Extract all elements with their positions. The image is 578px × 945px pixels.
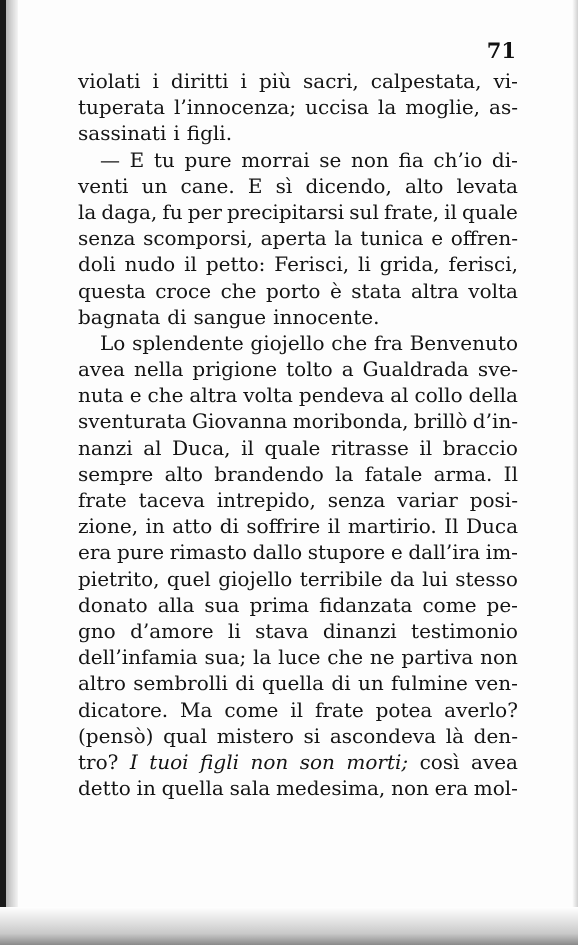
text-line [78,435,518,461]
word: il [444,199,457,224]
word: posi- [469,488,518,512]
text-line [78,147,518,173]
word: ne [369,645,395,670]
word: bagnata [78,304,161,329]
word: moribonda, [292,409,409,434]
word: grida, [379,252,440,277]
word: luce [278,645,321,670]
word: prigione [192,357,278,382]
word: taceva [138,488,205,512]
word: alto [164,461,203,486]
word: che [220,278,257,303]
word: sua; [204,645,247,670]
word: doli [78,252,116,277]
word: nudo [124,252,176,277]
word: frate, [383,199,440,224]
word: scomporsi, [143,226,253,251]
word: più [258,69,292,93]
word: sua [204,592,240,617]
word: il [419,435,433,460]
word: fu [162,199,183,224]
word: i [240,69,247,93]
word: — [100,147,120,172]
text-line [78,749,518,775]
word: collo [414,383,463,408]
word: figli [200,749,239,774]
word: l’innocenza; [174,95,297,120]
text-line [78,539,518,565]
word: sangue [193,304,267,329]
word: aperta [260,226,327,251]
word: ch’io [433,147,483,172]
word: ven- [475,671,518,696]
text-line [78,670,518,696]
word: dell’infamia [78,645,198,670]
word: a [341,357,354,382]
word: morti; [346,749,409,774]
word: altra [410,278,459,303]
word: averlo? [444,697,518,722]
word: splendente [132,330,244,355]
text-line [78,304,518,330]
text-line [78,644,518,670]
word: di- [491,147,518,172]
word: Il [503,461,518,486]
word: è [329,278,342,303]
word: sventurata [78,409,187,434]
word: qual [163,723,208,748]
word: si [303,723,321,748]
word: Duca, [172,435,231,460]
text-line [78,461,518,487]
word: pure [184,147,232,172]
word: sassinati [78,121,167,146]
word: sì [275,173,293,198]
word: tro? [78,749,119,774]
word: altro [78,671,126,696]
word: quella [261,671,325,696]
word: tunica [360,226,424,251]
word: la [334,226,353,251]
word: dinanzi [322,618,397,643]
word: quella [161,776,224,801]
word: al [390,383,409,408]
word: volta [468,278,518,303]
word: avea [470,749,518,774]
word: terribile [299,566,383,591]
word: sacri, [303,69,359,93]
text-line [78,68,518,94]
word: la [377,95,397,120]
word: che [331,330,368,355]
word: così [419,749,460,774]
word: lui [422,566,448,591]
word: della [468,383,518,408]
word: stesso [455,566,518,591]
page-bottom-edge [0,907,578,945]
text-line [78,330,518,356]
word: era [434,776,468,801]
word: son [299,749,335,774]
text-line [78,618,518,644]
word: innocente. [273,304,380,329]
word: là [445,723,465,748]
word: stava [255,618,309,643]
word: e [390,540,403,565]
word: un [141,173,168,198]
body-text [78,68,518,801]
word: quale [264,435,321,460]
word: donato [78,592,148,617]
text-line [78,225,518,251]
word: Lo [100,330,126,355]
word: testimonio [411,618,518,643]
word: Ferisci, [274,252,350,277]
word: medesima, [275,776,386,801]
word: petto: [205,252,266,277]
word: d’in- [472,409,518,434]
word: rimasto [169,540,247,565]
word: zione, [78,514,139,539]
word: sul [349,199,379,224]
word: ascondeva [329,723,437,748]
text-line [78,487,518,513]
word: senza [327,488,386,512]
word: tuoi [149,749,189,774]
word: di [219,514,239,539]
text-line [78,723,518,749]
text-line [78,94,518,120]
word: (pensò) [78,723,154,748]
word: quel [166,566,211,591]
word: cane. [180,173,235,198]
word: soffrire [246,514,321,539]
word: morrai [241,147,310,172]
word: braccio [442,435,518,460]
word: diritti [170,69,229,93]
word: I [129,749,138,774]
word: e [129,383,142,408]
word: dicendo, [305,173,392,198]
word: di [167,304,187,329]
text-line [78,251,518,277]
word: mol- [473,776,518,801]
word: variar [397,488,458,512]
word: Gualdrada [362,357,469,382]
word: levata [456,173,518,198]
word: porto [265,278,321,303]
word: di [331,671,351,696]
text-line [78,408,518,434]
word: daga, [101,199,158,224]
word: vi- [493,69,518,93]
text-line [78,697,518,723]
word: Ma [180,697,213,722]
word: croce [155,278,212,303]
word: alla [157,592,195,617]
text-line [78,775,518,801]
word: dicatore. [78,697,169,722]
word: la [335,461,354,486]
word: alto [404,173,444,198]
word: offren- [450,226,518,251]
word: quale [462,199,518,224]
word: nella [133,357,184,382]
word: che [327,645,364,670]
text-line [78,566,518,592]
word: as- [489,95,518,120]
text-line [78,513,518,539]
word: Benvenuto [409,330,518,355]
word: arma. [433,461,493,486]
word: sve- [477,357,518,382]
word: brillò [413,409,468,434]
word: pendeva [298,383,385,408]
page-number: 71 [486,38,516,63]
word: ferisci, [448,252,518,277]
word: non [351,147,389,172]
word: partiva [401,645,474,670]
word: non [250,749,289,774]
word: da [389,566,415,591]
word: e [431,226,444,251]
text-line [78,120,518,146]
text-line [78,356,518,382]
word: d’amore [130,618,214,643]
word: giojello [250,330,325,355]
word: Il [444,514,459,539]
word: il [290,697,304,722]
word: senza [78,226,136,251]
word: intrepido, [216,488,316,512]
word: ritrasse [330,435,409,460]
word: pure [116,540,165,565]
word: precipitarsi [227,199,345,224]
word: tuperata [78,95,166,120]
word: Duca [465,514,518,539]
word: come [224,697,279,722]
word: figli. [186,121,233,146]
word: uccisa [305,95,369,120]
word: potea [375,697,433,722]
page-gutter-shadow [6,0,18,945]
word: mistero [216,723,294,748]
word: questa [78,278,146,303]
word: volta [243,383,293,408]
word: per [187,199,222,224]
word: li [358,252,371,277]
word: prima [249,592,310,617]
word: fra [373,330,403,355]
word: sempre [78,461,154,486]
word: tolto [286,357,333,382]
word: venti [78,173,129,198]
word: E [247,173,263,198]
word: calpestata, [370,69,482,93]
word: in [145,514,165,539]
word: atto [172,514,213,539]
text-line [78,173,518,199]
word: il [184,252,197,277]
word: pietrito, [78,566,160,591]
word: i [152,69,159,93]
word: altra [189,383,238,408]
word: brandendo [214,461,324,486]
word: martirio. [347,514,437,539]
word: stata [351,278,402,303]
text-line [78,382,518,408]
text-line [78,278,518,304]
word: giojello [218,566,293,591]
word: come [422,592,477,617]
word: li [227,618,241,643]
word: frate [78,488,127,512]
word: violati [78,69,141,93]
word: Giovanna [192,409,288,434]
word: fatale [364,461,423,486]
word: den- [473,723,518,748]
word: se [319,147,342,172]
word: di [235,671,255,696]
word: sembrolli [133,671,228,696]
word: dall’ira [408,540,481,565]
word: i [173,121,180,146]
word: sala [229,776,271,801]
word: stupore [307,540,386,565]
word: dallo [252,540,303,565]
word: frate [314,697,364,722]
word: un [357,671,384,696]
word: era [78,540,112,565]
word: E [129,147,145,172]
page-right-edge [572,0,578,945]
word: il [327,514,341,539]
word: fia [398,147,424,172]
word: non [480,645,518,670]
word: moglie, [405,95,481,120]
word: in [136,776,156,801]
word: al [143,435,162,460]
text-line [78,592,518,618]
word: la [253,645,272,670]
word: im- [485,540,518,565]
word: fulmine [391,671,468,696]
text-line [78,199,518,225]
word: gno [78,618,116,643]
word: pe- [486,592,518,617]
word: avea [78,357,125,382]
word: la [78,199,97,224]
word: che [147,383,184,408]
word: detto [78,776,131,801]
word: nanzi [78,435,133,460]
word: tu [153,147,175,172]
word: nuta [78,383,124,408]
word: non [391,776,429,801]
word: fidanzata [319,592,413,617]
word: il [241,435,254,460]
